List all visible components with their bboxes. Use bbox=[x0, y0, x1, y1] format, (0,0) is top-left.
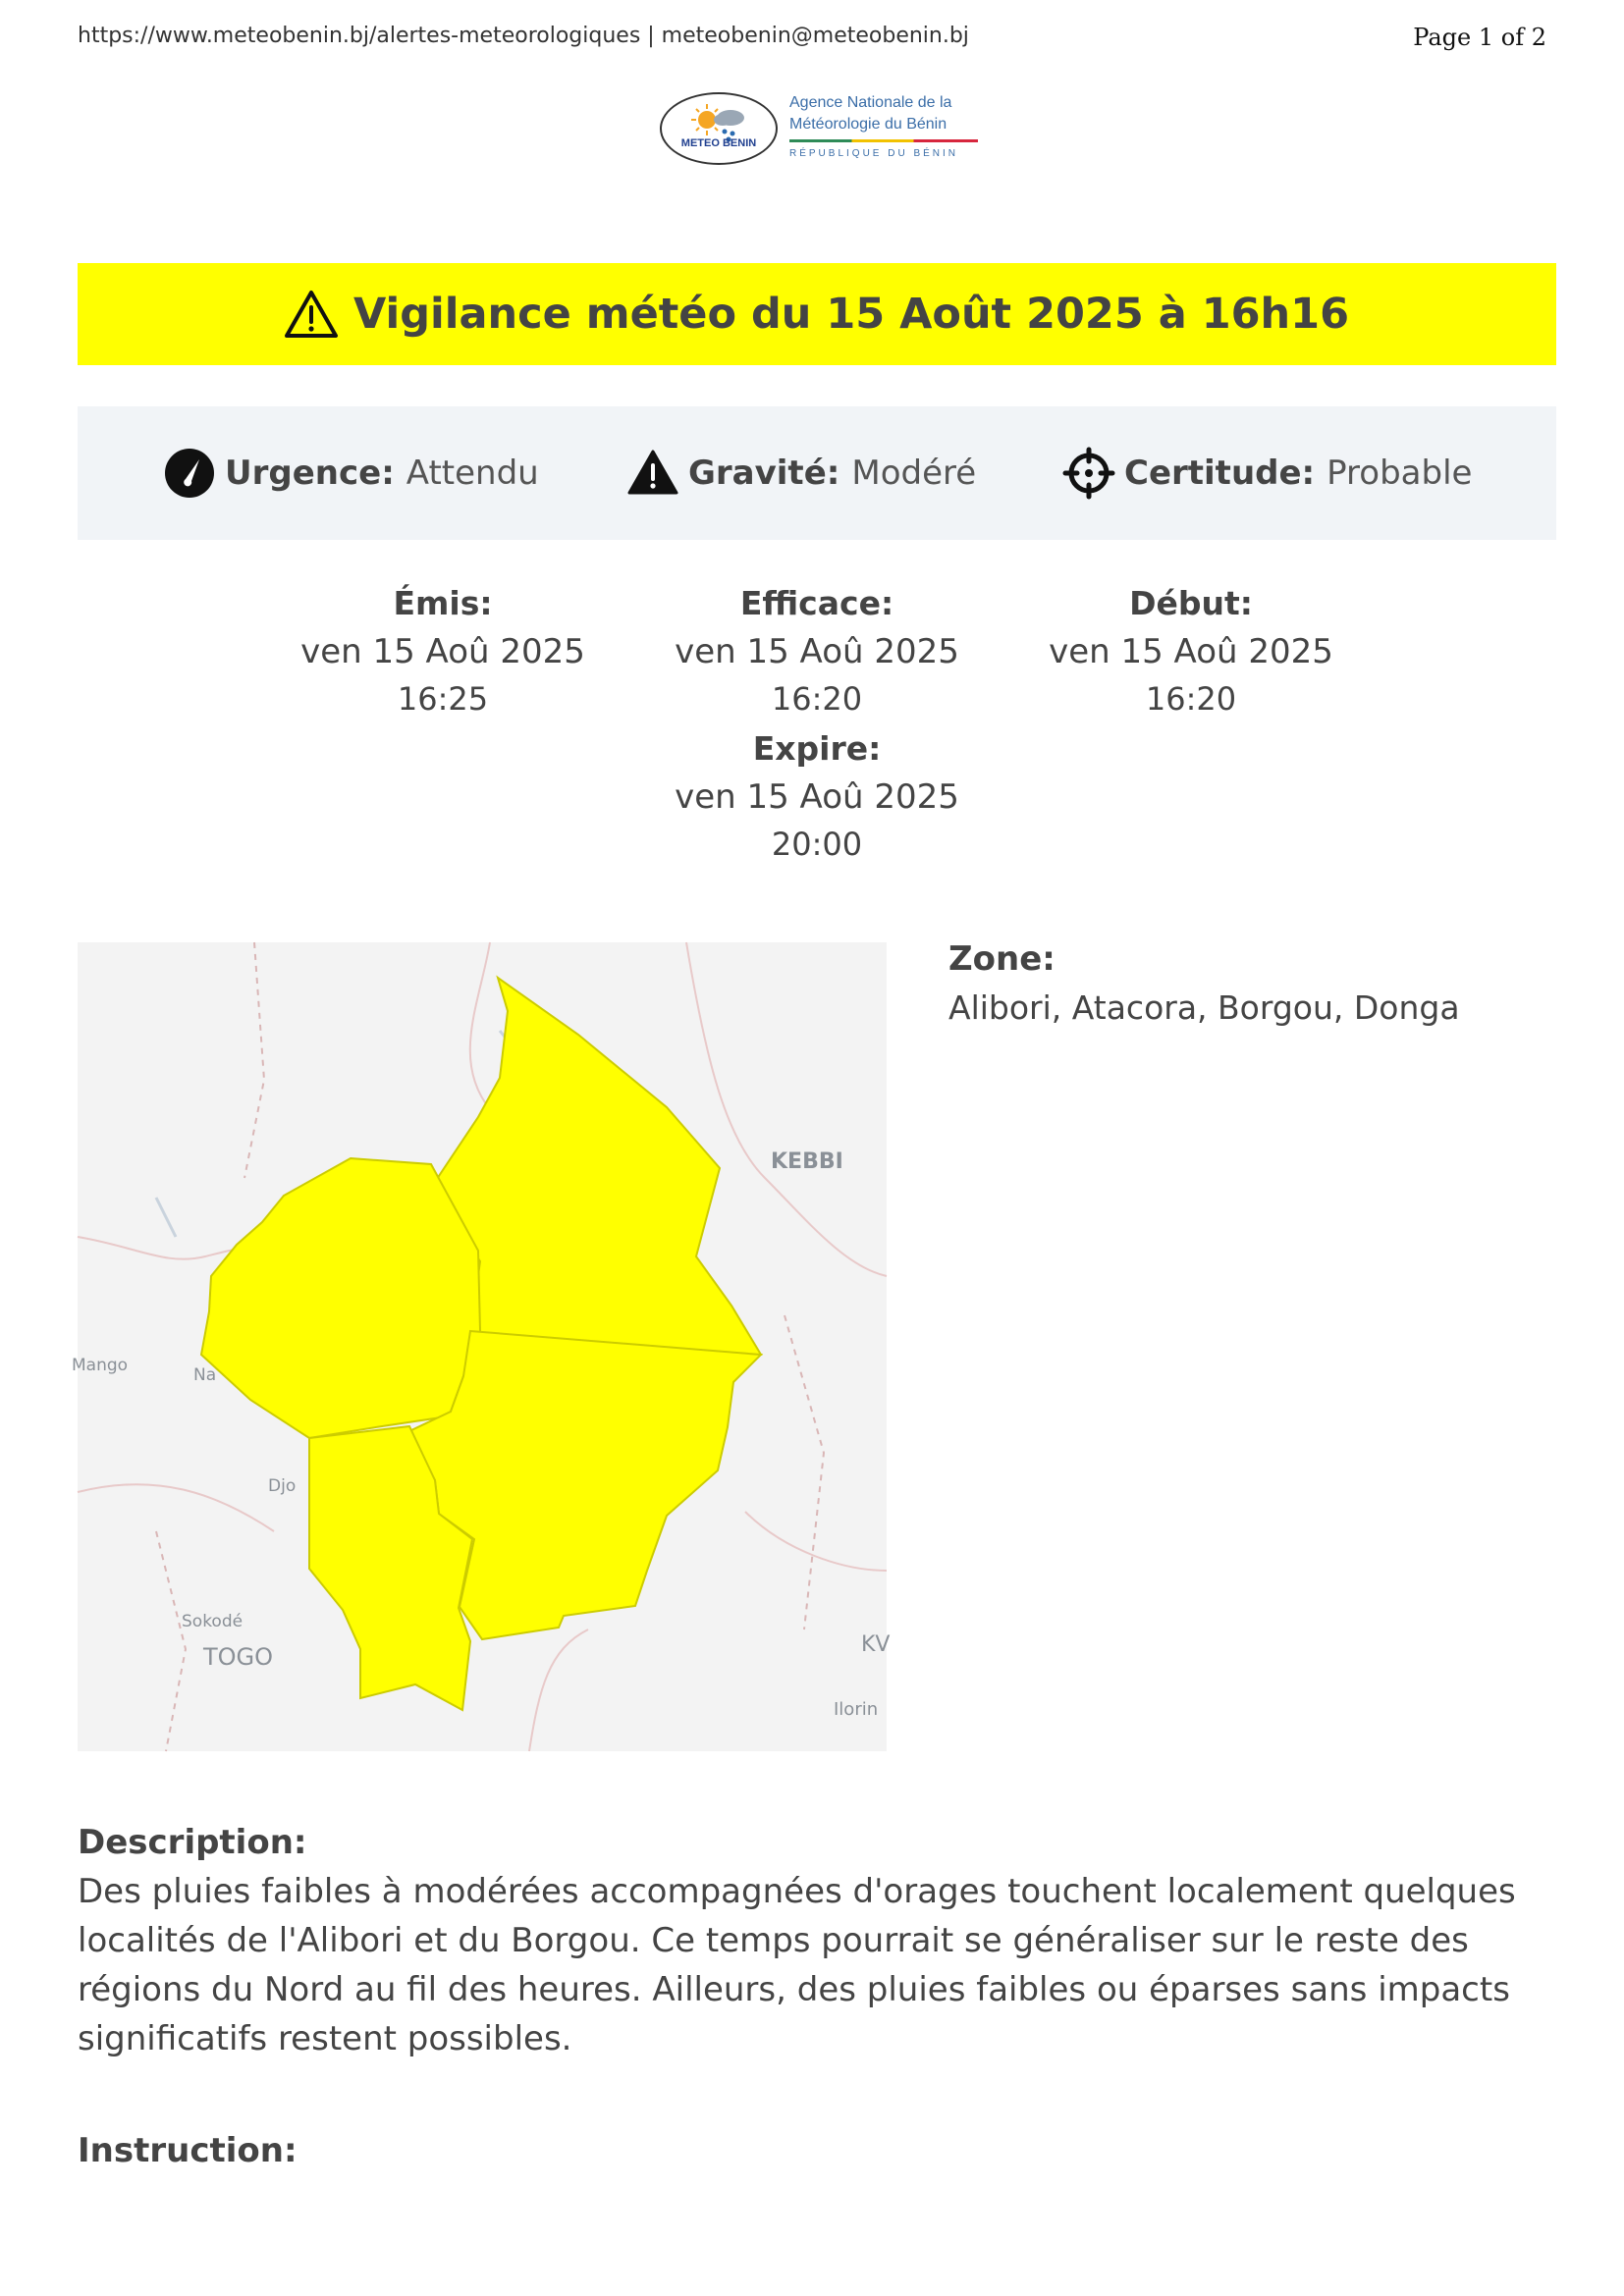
effective-label: Efficace: bbox=[739, 584, 894, 622]
gauge-icon bbox=[164, 448, 215, 499]
effective-date: ven 15 Aoû 2025 bbox=[675, 632, 959, 671]
agency-name-line2: Météorologie du Bénin bbox=[789, 116, 947, 133]
effective-time bbox=[630, 579, 1003, 722]
page-indicator: Page 1 of 2 bbox=[1413, 24, 1546, 51]
emitted-date: ven 15 Aoû 2025 bbox=[300, 632, 585, 671]
alert-zone-map[interactable] bbox=[72, 942, 891, 1751]
map-label-sokode: Sokodé bbox=[182, 1612, 244, 1631]
zone-label: Zone: bbox=[948, 939, 1056, 979]
agency-name-line1: Agence Nationale de la bbox=[789, 94, 952, 111]
onset-clock: 16:20 bbox=[1145, 680, 1237, 718]
time-block bbox=[0, 579, 1624, 874]
sun-cloud-icon bbox=[662, 94, 780, 167]
warning-filled-icon bbox=[627, 448, 678, 499]
expiry-clock: 20:00 bbox=[771, 826, 863, 863]
expiry-date: ven 15 Aoû 2025 bbox=[675, 777, 959, 817]
instruction-block bbox=[78, 2126, 298, 2175]
certainty-value: Probable bbox=[1326, 454, 1473, 493]
description-line: localités de l'Alibori et du Borgou. Ce temps pourrait se généraliser sur le reste des bbox=[78, 1921, 1469, 1960]
warning-icon bbox=[285, 290, 338, 339]
instruction-label: Instruction: bbox=[78, 2131, 298, 2170]
gravity-item bbox=[627, 406, 976, 540]
onset-date: ven 15 Aoû 2025 bbox=[1049, 632, 1333, 671]
flag-line bbox=[789, 139, 978, 142]
description-block bbox=[78, 1818, 1556, 2063]
vigilance-banner bbox=[78, 263, 1556, 365]
map-label-kv: KV bbox=[861, 1632, 891, 1657]
map-label-kebbi: KEBBI bbox=[771, 1149, 843, 1174]
agency-name bbox=[789, 92, 951, 135]
gravity-label: Gravité: bbox=[688, 454, 840, 493]
banner-title: Vigilance météo du 15 Août 2025 à 16h16 bbox=[352, 290, 1350, 339]
certainty-label: Certitude: bbox=[1124, 454, 1316, 493]
onset-time bbox=[1004, 579, 1378, 722]
page-header bbox=[78, 24, 1546, 53]
zone-value: Alibori, Atacora, Borgou, Donga bbox=[948, 988, 1460, 1027]
crosshair-icon bbox=[1063, 448, 1114, 499]
source-url[interactable]: https://www.meteobenin.bj/alertes-meteorologiques | meteobenin@meteobenin.bj bbox=[78, 24, 969, 48]
emitted-label: Émis: bbox=[393, 584, 493, 622]
map-label-ilorin: Ilorin bbox=[834, 1699, 879, 1720]
zone-block bbox=[948, 934, 1460, 1033]
map-label-na: Na bbox=[193, 1365, 217, 1385]
logo-oval bbox=[660, 92, 778, 165]
effective-clock: 16:20 bbox=[771, 680, 863, 718]
agency-logo bbox=[660, 90, 984, 169]
onset-label: Début: bbox=[1129, 584, 1253, 622]
certainty-item bbox=[1063, 406, 1472, 540]
map-label-djo: Djo bbox=[268, 1476, 297, 1496]
description-line: régions du Nord au fil des heures. Ailleurs, des pluies faibles ou éparses sans impacts bbox=[78, 1970, 1510, 2009]
map-svg bbox=[72, 942, 891, 1751]
expiry-time bbox=[630, 724, 1003, 868]
map-label-togo: TOGO bbox=[203, 1643, 274, 1671]
logo-oval-text: METEO BENIN bbox=[680, 137, 757, 149]
urgency-label: Urgence: bbox=[225, 454, 395, 493]
severity-panel bbox=[78, 406, 1556, 540]
map-label-mango: Mango bbox=[72, 1356, 129, 1375]
expiry-label: Expire: bbox=[752, 729, 882, 768]
emitted-time bbox=[256, 579, 629, 722]
emitted-clock: 16:25 bbox=[397, 680, 489, 718]
urgency-item bbox=[164, 406, 539, 540]
description-line: Des pluies faibles à modérées accompagnées d'orages touchent localement quelques bbox=[78, 1872, 1516, 1911]
description-line: significatifs restent possibles. bbox=[78, 2019, 572, 2058]
urgency-value: Attendu bbox=[406, 454, 539, 493]
agency-subtitle: RÉPUBLIQUE DU BÉNIN bbox=[789, 148, 959, 159]
description-label: Description: bbox=[78, 1823, 307, 1862]
gravity-value: Modéré bbox=[851, 454, 977, 493]
